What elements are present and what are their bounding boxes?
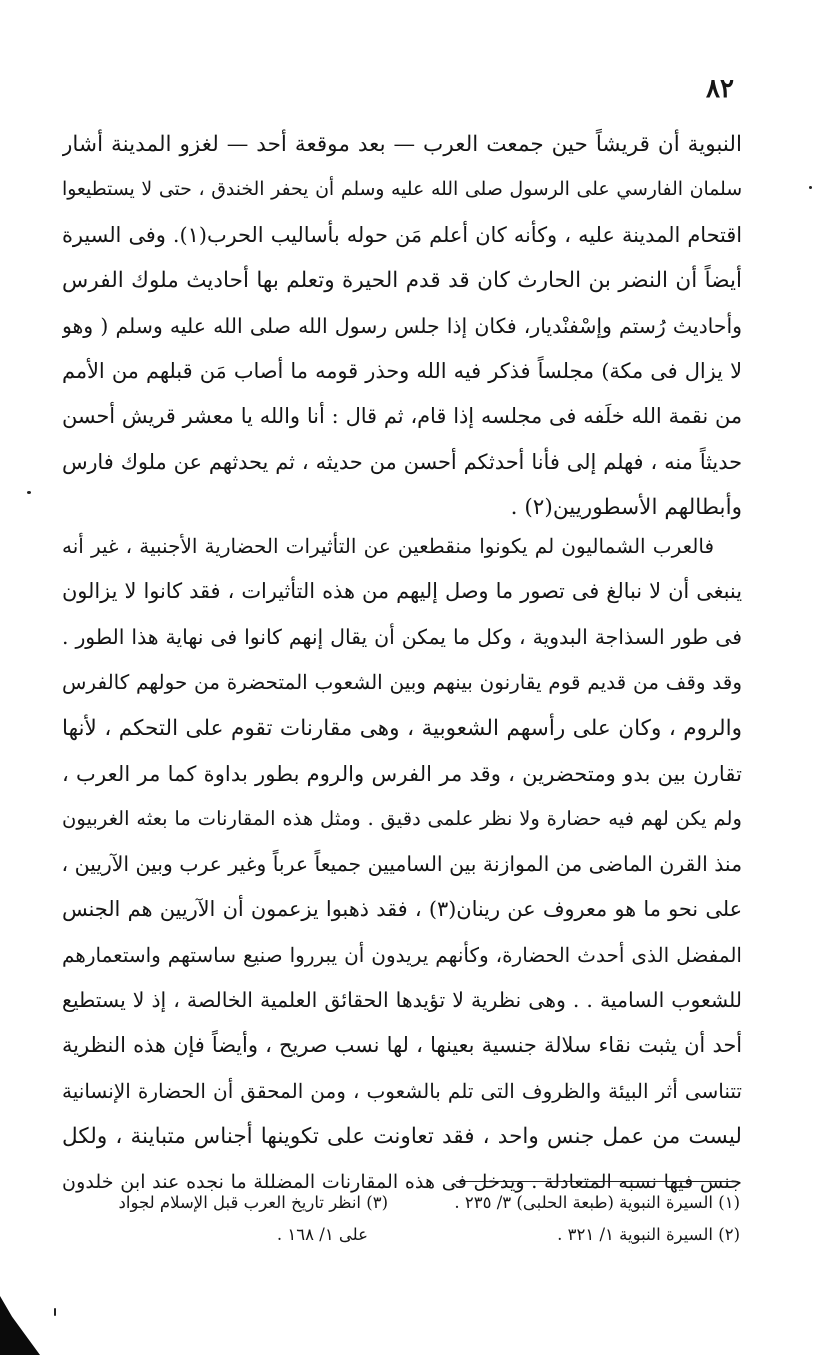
footnote-1: (١) السيرة النبوية (طبعة الحلبى) ٣/ ٢٣٥ . [454, 1193, 740, 1212]
scan-speck [27, 491, 31, 494]
text-line: المفضل الذى أحدث الحضارة، وكأنهم يريدون أن يبرروا صنيع ساستهم واستعمارهم [62, 942, 742, 967]
text-line: فى طور السذاجة البدوية ، وكل ما يمكن أن يقال إنهم كانوا فى نهاية هذا الطور . [62, 624, 742, 649]
paragraph-1 [62, 122, 742, 531]
text-line: ينبغى أن لا نبالغ فى تصور ما وصل إليهم من هذه التأثيرات ، فقد كانوا لا يزالون [62, 579, 742, 604]
page-number: ٨٢ [706, 74, 734, 104]
text-line: ليست من عمل جنس واحد ، فقد تعاونت على تكوينها أجناس متباينة ، ولكل [62, 1124, 742, 1150]
text-line: على نحو ما هو معروف عن رينان(٣) ، فقد ذهبوا يزعمون أن الآريين هم الجنس [62, 897, 742, 922]
text-line: حديثاً منه ، فهلم إلى فأنا أحدثكم أحسن من حديثه ، ثم يحدثهم عن ملوك فارس [62, 449, 742, 474]
scan-corner-shadow [0, 1296, 40, 1355]
text-line: تتناسى أثر البيئة والظروف التى تلم بالشعوب ، ومن المحقق أن الحضارة الإنسانية [62, 1078, 742, 1103]
text-line: أيضاً أن النضر بن الحارث كان قد قدم الحيرة وتعلم بها أحاديث ملوك الفرس [62, 268, 742, 294]
text-line: تقارن بين بدو ومتحضرين ، وقد مر الفرس والروم بطور بداوة كما مر العرب ، [62, 760, 742, 786]
text-line: وأحاديث رُستم وإسْفنْديار، فكان إذا جلس رسول الله صلى الله عليه وسلم ( وهو [62, 313, 742, 338]
text-line: جنس فيها نسبه المتعادلة . ويدخل فى هذه المقارنات المضللة ما نجده عند ابن خلدون [62, 1170, 742, 1194]
text-line: منذ القرن الماضى من الموازنة بين الساميين جميعاً عرباً وغير عرب وبين الآريين ، [62, 851, 742, 876]
footnote-divider [456, 1181, 738, 1182]
text-line: لا يزال فى مكة) مجلساً فذكر فيه الله وحذر قومه ما أصاب مَن قبلهم من الأمم [62, 358, 742, 383]
scan-speck [809, 186, 812, 189]
paragraph-2 [62, 524, 742, 1205]
text-line: سلمان الفارسي على الرسول صلى الله عليه وسلم أن يحفر الخندق ، حتى لا يستطيعوا [62, 179, 742, 201]
text-line: أحد أن يثبت نقاء سلالة جنسية بعينها ، لها نسب صريح ، وأيضاً فإن هذه النظرية [62, 1033, 742, 1058]
text-line: والروم ، وكان على رأسهم الشعوبية ، وهى مقارنات تقوم على التحكم ، لأنها [62, 715, 742, 741]
scan-speck [54, 1308, 56, 1316]
footnote-3-continuation: على ١/ ١٦٨ . [276, 1225, 368, 1244]
text-line: ولم يكن لهم فيه حضارة ولا نظر علمى دقيق . ومثل هذه المقارنات ما بعثه الغربيون [62, 807, 742, 831]
text-line: النبوية أن قريشاً حين جمعت العرب — بعد موقعة أحد — لغزو المدينة أشار [62, 132, 742, 157]
text-line: وأبطالهم الأسطوريين(٢) . [510, 495, 742, 521]
footnote-3: (٣) انظر تاريخ العرب قبل الإسلام لجواد [118, 1193, 388, 1212]
text-line: من نقمة الله خلَفه فى مجلسه إذا قام، ثم قال : أنا والله يا معشر قريش أحسن [62, 404, 742, 429]
text-line: للشعوب السامية . . وهى نظرية لا تؤيدها الحقائق العلمية الخالصة ، إذ لا يستطيع [62, 987, 742, 1012]
text-line: فالعرب الشماليون لم يكونوا منقطعين عن التأثيرات الحضارية الأجنبية ، غير أنه [62, 534, 715, 558]
text-line: اقتحام المدينة عليه ، وكأنه كان أعلم مَن حوله بأساليب الحرب(١). وفى السيرة [62, 222, 742, 247]
text-line: وقد وقف من قديم قوم يقارنون بينهم وبين الشعوب المتحضرة من حولهم كالفرس [62, 670, 742, 695]
footnotes [60, 1188, 740, 1268]
footnote-2: (٢) السيرة النبوية ١/ ٣٢١ . [557, 1225, 740, 1244]
